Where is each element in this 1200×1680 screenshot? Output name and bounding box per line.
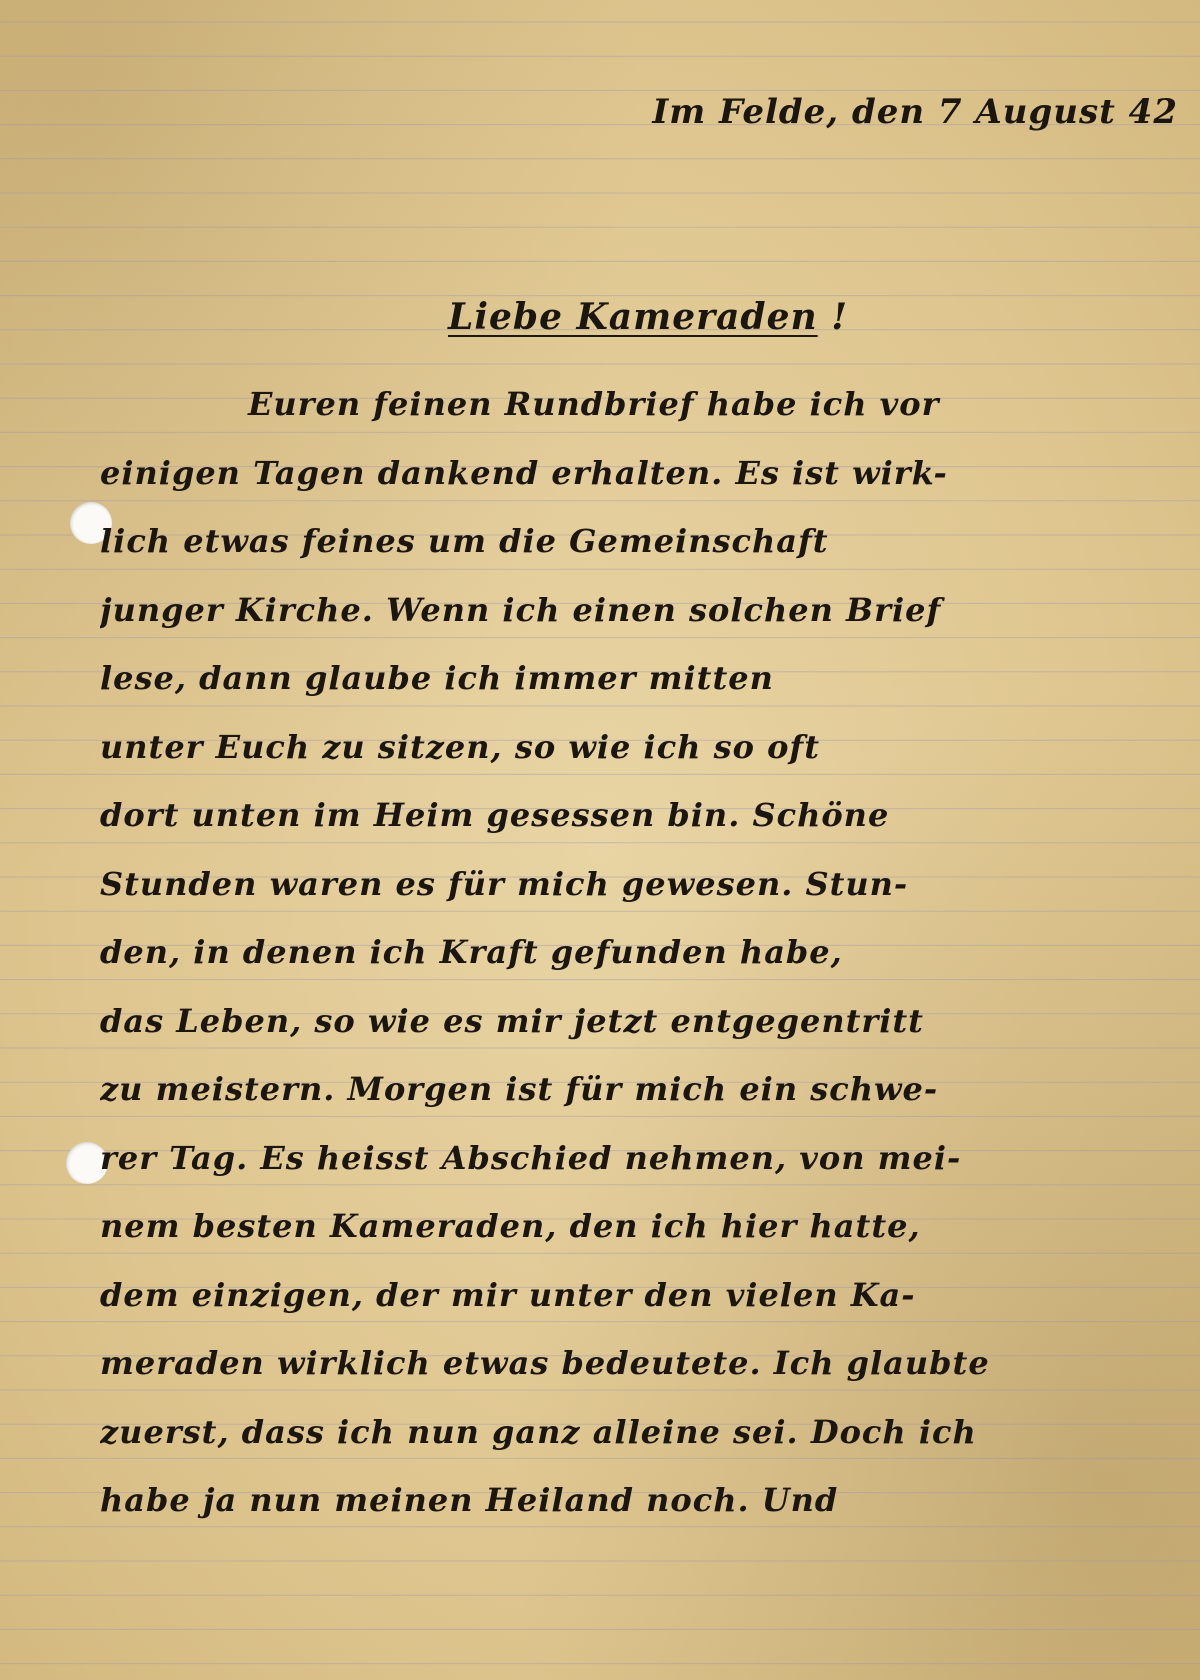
letter-line: unter Euch zu sitzen, so wie ich so oft (100, 727, 820, 766)
salutation (448, 296, 848, 338)
letter-line: zuerst, dass ich nun ganz alleine sei. Doch ich (100, 1412, 977, 1451)
salutation-exclamation: ! (831, 296, 849, 338)
letter-line: habe ja nun meinen Heiland noch. Und (100, 1481, 839, 1519)
letter-line: lese, dann glaube ich immer mitten (100, 659, 774, 697)
letter-line: rer Tag. Es heisst Abschied nehmen, von mei- (100, 1138, 962, 1177)
letter-line: lich etwas feines um die Gemeinschaft (100, 522, 829, 560)
letter-line: junger Kirche. Wenn ich einen solchen Brief (100, 590, 942, 629)
letter-line: Stunden waren es für mich gewesen. Stun- (100, 864, 909, 903)
letter-line: zu meistern. Morgen ist für mich ein schwe- (100, 1070, 939, 1108)
letter-line: einigen Tagen dankend erhalten. Es ist wirk- (100, 453, 948, 492)
letter-line: das Leben, so wie es mir jetzt entgegentritt (100, 1001, 924, 1040)
letter-line: nem besten Kameraden, den ich hier hatte, (100, 1207, 921, 1245)
letter-line: Euren feinen Rundbrief habe ich vor (248, 385, 940, 423)
letter-line: dort unten im Heim gesessen bin. Schöne (100, 796, 890, 834)
place-date-line: Im Felde, den 7 August 42 (652, 92, 1178, 132)
letter-line: den, in denen ich Kraft gefunden habe, (100, 933, 843, 971)
letter-body (100, 370, 1180, 1535)
salutation-text: Liebe Kameraden (448, 296, 818, 338)
letter-line: dem einzigen, der mir unter den vielen Ka- (100, 1275, 916, 1314)
letter-line: meraden wirklich etwas bedeutete. Ich glaubte (100, 1344, 990, 1382)
